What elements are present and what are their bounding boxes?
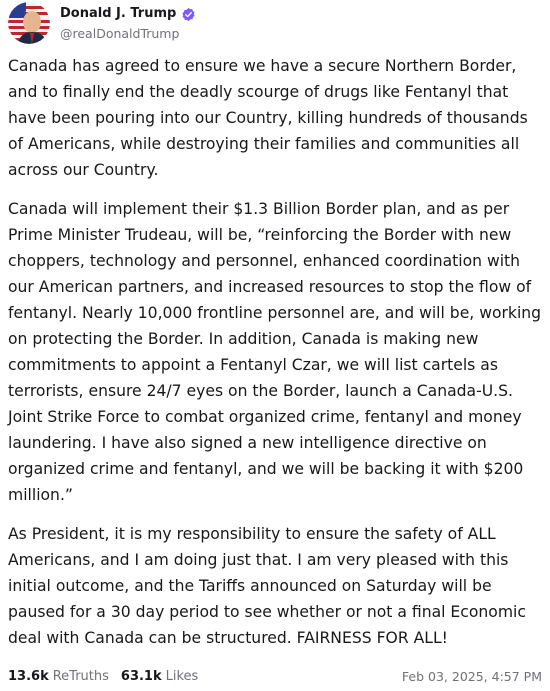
author-name-row — [60, 6, 196, 22]
post-footer — [8, 666, 542, 686]
author-info — [60, 2, 196, 42]
likes-count: 63.1k — [120, 668, 162, 684]
retruths-label: ReTruths — [52, 668, 109, 684]
post-paragraph: As President, it is my responsibility to ensure the safety of ALL Americans, and I am doing just that. I am very pleased with this initial outcome, and the Tariffs announced on Saturday will be paused for a 30 day period to see whether or not a final Economic deal with Canada can be structured. FAIRNESS FOR ALL! — [8, 525, 526, 647]
verified-badge-icon — [181, 7, 196, 22]
display-name[interactable]: Donald J. Trump — [60, 6, 177, 21]
avatar-image — [8, 2, 50, 44]
retruths-stat[interactable] — [8, 669, 109, 684]
likes-label: Likes — [165, 668, 199, 684]
post-timestamp[interactable]: Feb 03, 2025, 4:57 PM — [401, 668, 542, 684]
post-header — [8, 0, 542, 46]
post-paragraph: Canada has agreed to ensure we have a secure Northern Border, and to finally end the deadly scourge of drugs like Fentanyl that have been pouring into our Country, killing hundreds of thousands of Americans, while destroying their families and communities all across our Country. — [8, 57, 528, 179]
post-body — [8, 53, 542, 651]
avatar[interactable] — [8, 2, 50, 44]
retruths-count: 13.6k — [8, 668, 49, 684]
post-paragraph: Canada will implement their $1.3 Billion Border plan, and as per Prime Minister Trudeau, will be, “reinforcing the Border with new choppers, technology and personnel, enhanced coordination with our American partners, and increased resources to stop the flow of fentanyl. Nearly 10,000 frontline personnel are, and will be, working on protecting the Border. In addition, Canada is making new commitments to appoint a Fentanyl Czar, we will list cartels as terrorists, ensure 24/7 eyes on the Border, launch a Canada-U.S. Joint Strike Force to combat organized crime, fentanyl and money laundering. I have also signed a new intelligence directive on organized crime and fentanyl, and we will be backing it with $200 million.” — [8, 200, 542, 504]
likes-stat[interactable] — [121, 669, 198, 684]
author-handle[interactable]: @realDonaldTrump — [60, 26, 180, 41]
